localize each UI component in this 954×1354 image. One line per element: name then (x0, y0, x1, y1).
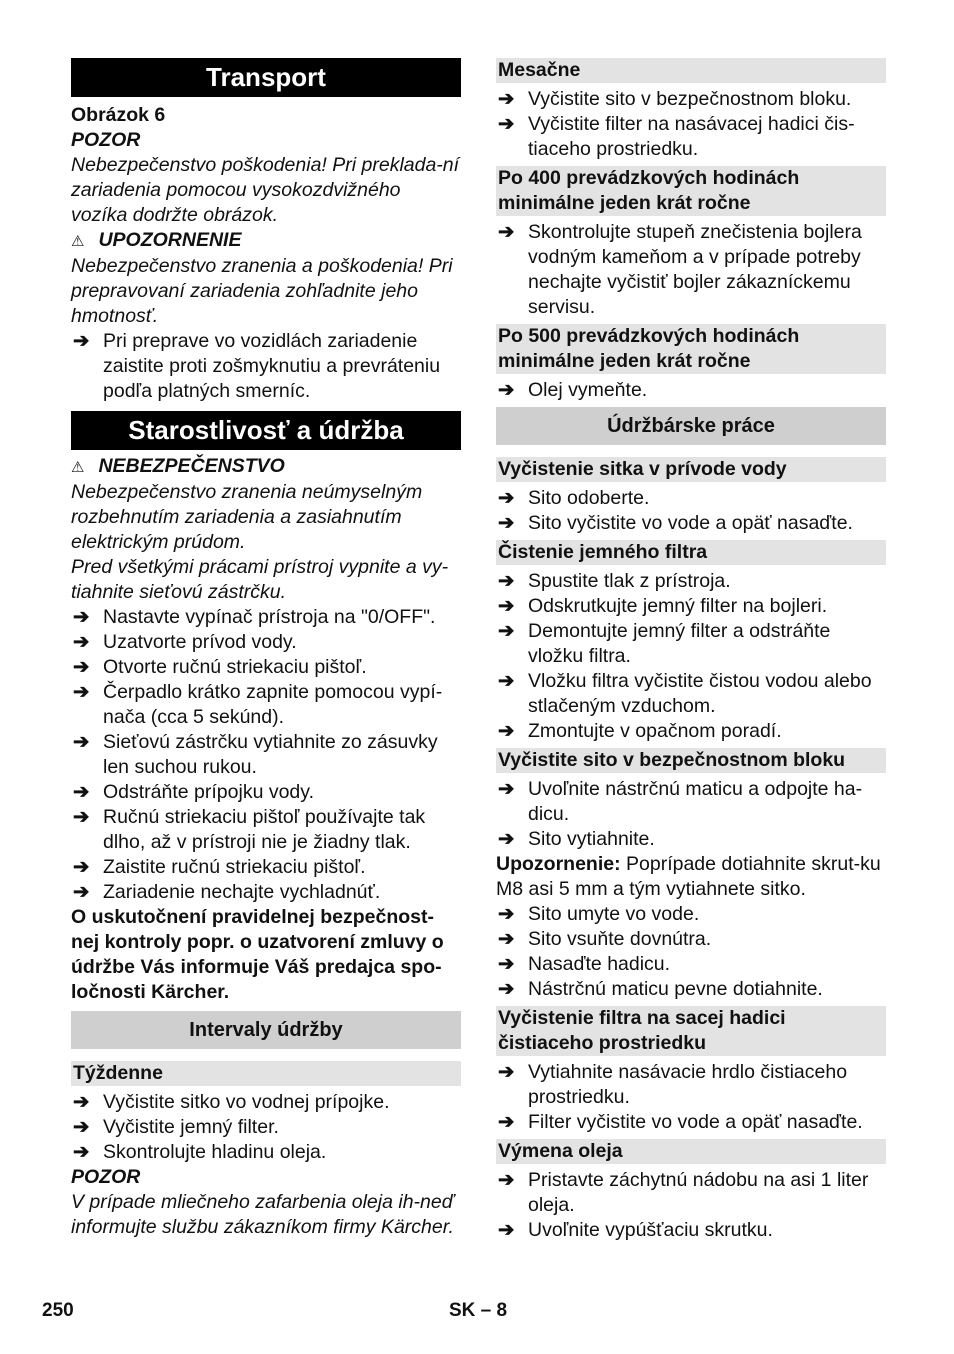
monthly-list (496, 87, 886, 162)
maintenance-heading: Údržbárske práce (496, 407, 886, 445)
list-item: ➔ Nastavte vypínač prístroja na "0/OFF". (71, 605, 461, 630)
note-label: Upozornenie: (496, 853, 621, 875)
list-item: ➔ Vyčistite jemný filter. (71, 1115, 461, 1140)
list-item: ➔ Uvoľnite nástrčnú maticu a odpojte ha-dicu. (496, 777, 886, 827)
oil-change-heading: Výmena oleja (496, 1139, 886, 1164)
warning-label: ⚠ UPOZORNENIE (71, 228, 461, 254)
danger-text: Nebezpečenstvo zranenia neúmyselným rozbehnutím zariadenia a zasiahnutím elektrickým prúdom. (71, 481, 423, 553)
monthly-heading: Mesačne (496, 58, 886, 83)
sieve-list (496, 486, 886, 536)
list-item: ➔ Čerpadlo krátko zapnite pomocou vypí-nača (cca 5 sekúnd). (71, 680, 461, 730)
caution-text-2: V prípade mliečneho zafarbenia oleja ih-neď informujte službu zákazníkom firmy Kärcher. (71, 1191, 454, 1238)
right-column (496, 58, 886, 1243)
transport-list (71, 329, 461, 404)
list-item: ➔ Otvorte ručnú striekaciu pištoľ. (71, 655, 461, 680)
page-number: 250 (42, 1300, 74, 1321)
fine-filter-heading: Čistenie jemného filtra (496, 540, 886, 565)
list-item: ➔ Spustite tlak z prístroja. (496, 569, 886, 594)
list-item: ➔ Odstráňte prípojku vody. (71, 780, 461, 805)
list-item: ➔ Zariadenie nechajte vychladnúť. (71, 880, 461, 905)
figure-label: Obrázok 6 (71, 104, 166, 126)
list-item: ➔ Ručnú striekaciu pištoľ používajte tak dlho, až v prístroji nie je žiadny tlak. (71, 805, 461, 855)
danger-label: ⚠ NEBEZPEČENSTVO (71, 454, 461, 480)
list-item: ➔ Sito vytiahnite. (496, 827, 886, 852)
caution-text: Nebezpečenstvo poškodenia! Pri preklada-ní zariadenia pomocou vysokozdvižného vozíka dodržte obrázok. (71, 154, 460, 226)
oil-change-list (496, 1168, 886, 1243)
list-item: ➔ Sito umyte vo vode. (496, 902, 886, 927)
detergent-filter-heading: Vyčistenie filtra na sacej hadici čistiaceho prostriedku (496, 1006, 886, 1056)
care-heading: Starostlivosť a údržba (71, 411, 461, 450)
list-item: ➔ Odskrutkujte jemný filter na bojleri. (496, 594, 886, 619)
list-item: ➔ Nástrčnú maticu pevne dotiahnite. (496, 977, 886, 1002)
h400-list (496, 220, 886, 320)
section-label: SK – 8 (449, 1300, 508, 1321)
list-item: ➔ Filter vyčistite vo vode a opäť nasaďte. (496, 1110, 886, 1135)
intervals-heading: Intervaly údržby (71, 1011, 461, 1049)
list-item: ➔ Vyčistite sitko vo vodnej prípojke. (71, 1090, 461, 1115)
list-item: ➔ Pri preprave vo vozidlách zariadenie zaistite proti zošmyknutiu a prevráteniu podľa platných smerníc. (71, 329, 461, 404)
list-item: ➔ Skontrolujte stupeň znečistenia bojlera vodným kameňom a v prípade potreby nechajte vyčistiť bojler zákazníckemu servisu. (496, 220, 886, 320)
list-item: ➔ Vytiahnite nasávacie hrdlo čistiaceho prostriedku. (496, 1060, 886, 1110)
weekly-list (71, 1090, 461, 1165)
note-paragraph (496, 852, 886, 902)
care-list (71, 605, 461, 905)
safety-block-list (496, 777, 886, 852)
list-item: ➔ Sieťovú zástrčku vytiahnite zo zásuvky len suchou rukou. (71, 730, 461, 780)
list-item: ➔ Skontrolujte hladinu oleja. (71, 1140, 461, 1165)
warning-text: Nebezpečenstvo zranenia a poškodenia! Pri prepravovaní zariadenia zohľadnite jeho hmotnosť. (71, 255, 453, 327)
list-item: ➔ Vložku filtra vyčistite čistou vodou alebo stlačeným vzduchom. (496, 669, 886, 719)
list-item: ➔ Sito odoberte. (496, 486, 886, 511)
caution-label: POZOR (71, 129, 141, 151)
detergent-filter-list (496, 1060, 886, 1135)
list-item: ➔ Olej vymeňte. (496, 378, 886, 403)
h500-list (496, 378, 886, 403)
caution-label-2: POZOR (71, 1166, 141, 1188)
h400-heading: Po 400 prevádzkových hodinách minimálne jeden krát ročne (496, 166, 886, 216)
safety-block-list-2 (496, 902, 886, 1002)
weekly-heading: Týždenne (71, 1061, 461, 1086)
list-item: ➔ Vyčistite sito v bezpečnostnom bloku. (496, 87, 886, 112)
list-item: ➔ Pristavte záchytnú nádobu na asi 1 liter oleja. (496, 1168, 886, 1218)
danger-text-2: Pred všetkými prácami prístroj vypnite a vy-tiahnite sieťovú zástrčku. (71, 556, 449, 603)
list-item: ➔ Zmontujte v opačnom poradí. (496, 719, 886, 744)
list-item: ➔ Demontujte jemný filter a odstráňte vložku filtra. (496, 619, 886, 669)
h500-heading: Po 500 prevádzkových hodinách minimálne jeden krát ročne (496, 324, 886, 374)
list-item: ➔ Vyčistite filter na nasávacej hadici čis-tiaceho prostriedku. (496, 112, 886, 162)
bold-note: O uskutočnení pravidelnej bezpečnost-nej kontroly popr. o uzatvorení zmluvy o údržbe Vás informuje Váš predajca spo-ločnosti Kärcher. (71, 906, 444, 1003)
list-item: ➔ Uvoľnite vypúšťaciu skrutku. (496, 1218, 886, 1243)
list-item: ➔ Sito vyčistite vo vode a opäť nasaďte. (496, 511, 886, 536)
fine-filter-list (496, 569, 886, 744)
transport-heading: Transport (71, 58, 461, 97)
list-item: ➔ Nasaďte hadicu. (496, 952, 886, 977)
note-text: Poprípade dotiahnite skrut-ku M8 asi 5 mm a tým vytiahnete sitko. (496, 853, 881, 900)
safety-block-heading: Vyčistite sito v bezpečnostnom bloku (496, 748, 886, 773)
left-column (71, 58, 461, 1240)
list-item: ➔ Zaistite ručnú striekaciu pištoľ. (71, 855, 461, 880)
list-item: ➔ Sito vsuňte dovnútra. (496, 927, 886, 952)
list-item: ➔ Uzatvorte prívod vody. (71, 630, 461, 655)
sieve-heading: Vyčistenie sitka v prívode vody (496, 457, 886, 482)
